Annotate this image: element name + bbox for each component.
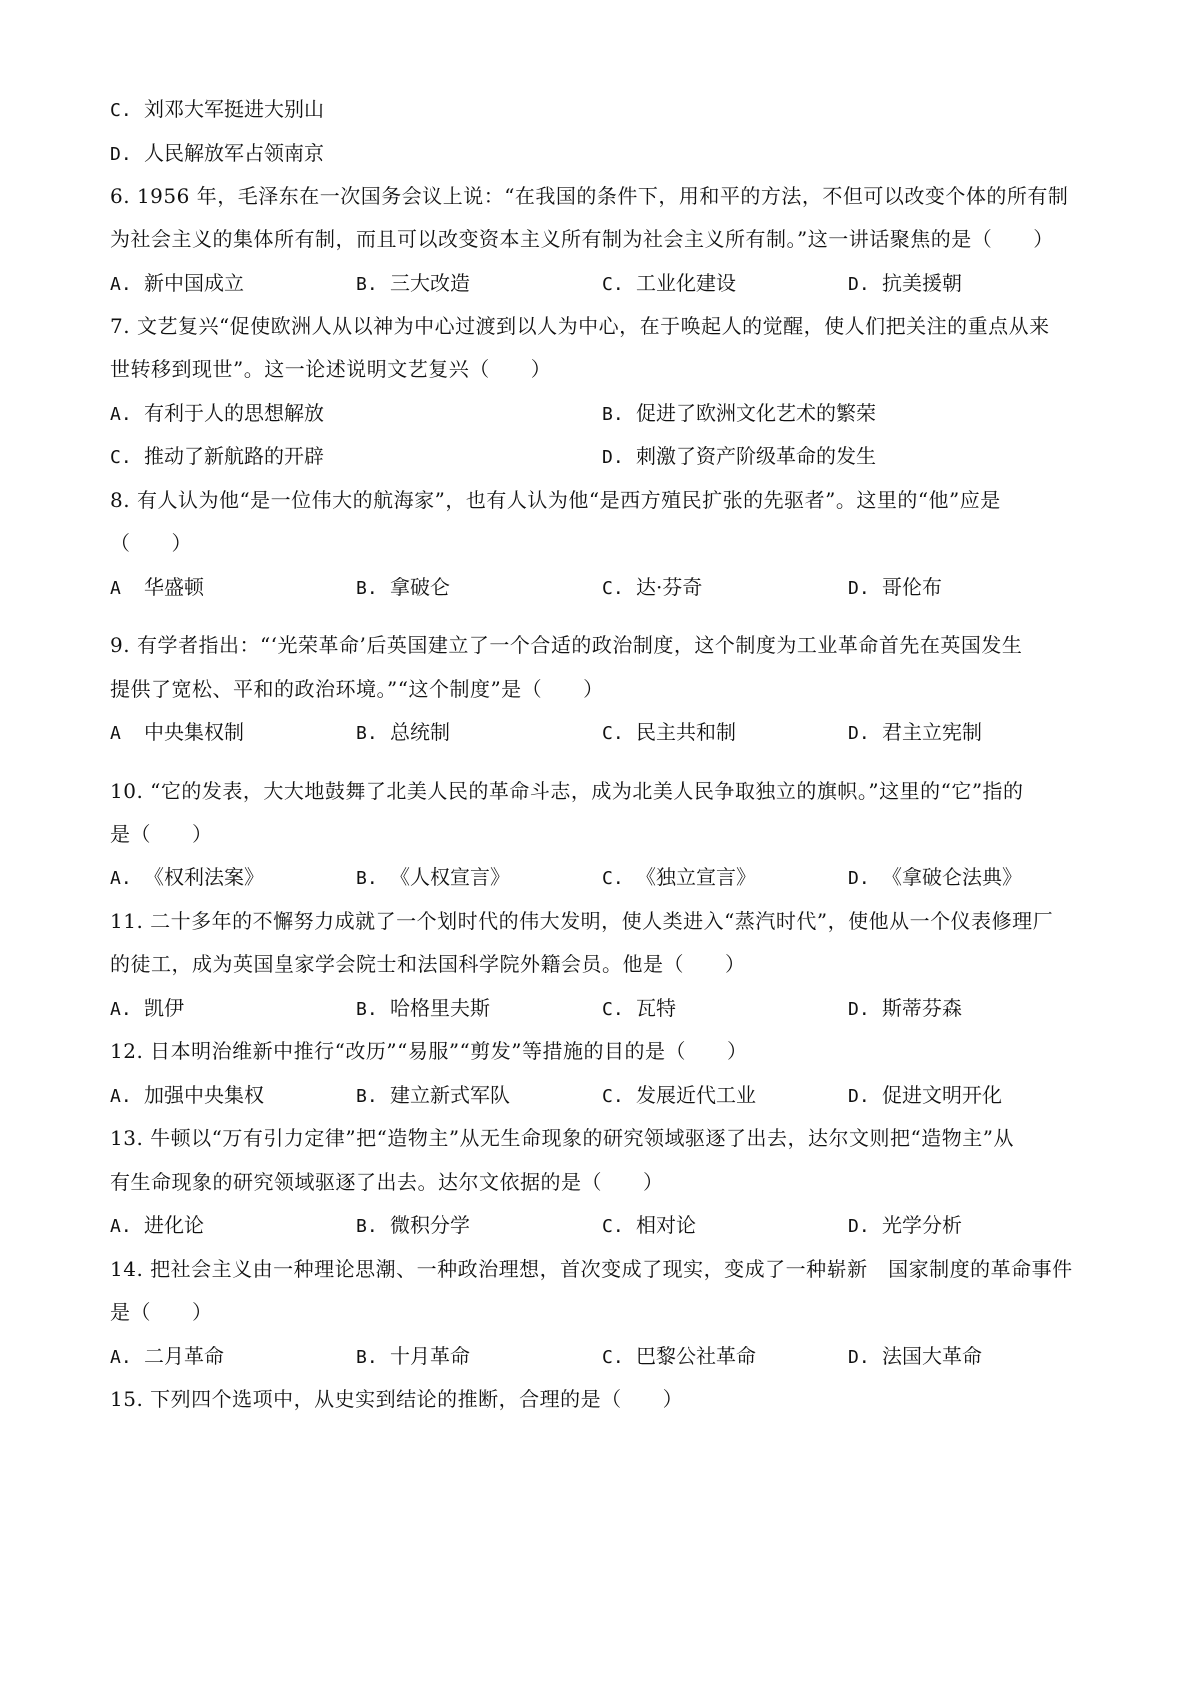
q6-option-d (848, 270, 962, 298)
q10-option-c (602, 864, 756, 892)
option-text: 促进文明开化 (882, 1083, 1002, 1107)
option-letter: B. (602, 404, 624, 425)
option-text: 加强中央集权 (144, 1083, 264, 1107)
option-letter: A. (110, 999, 132, 1020)
q12-option-b (356, 1082, 510, 1110)
option-text: 哈格里夫斯 (390, 996, 490, 1020)
q9-option-b (356, 719, 450, 747)
option-text: 十月革命 (390, 1344, 470, 1368)
q14-option-a (110, 1343, 224, 1371)
q13-option-d (848, 1212, 962, 1240)
option-text: 微积分学 (390, 1213, 470, 1237)
q8-option-b (356, 574, 450, 602)
option-text: 抗美援朝 (882, 271, 962, 295)
option-letter: D. (848, 1216, 870, 1237)
option-letter: B. (356, 1347, 378, 1368)
q8-option-d (848, 574, 942, 602)
option-text: 华盛顿 (144, 575, 204, 599)
option-text: 《权利法案》 (144, 865, 264, 889)
option-letter: C. (602, 1086, 624, 1107)
option-text: 拿破仑 (390, 575, 450, 599)
option-letter: A. (110, 868, 132, 889)
option-letter: D. (848, 723, 870, 744)
q9-option-c (602, 719, 736, 747)
q6-option-a (110, 270, 244, 298)
option-text: 《人权宣言》 (390, 865, 510, 889)
option-letter: B. (356, 1216, 378, 1237)
option-text: 斯蒂芬森 (882, 996, 962, 1020)
option-letter: C. (110, 100, 132, 121)
option-text: 推动了新航路的开辟 (144, 444, 324, 468)
q9-option-a (110, 719, 244, 747)
option-letter: A. (110, 274, 132, 295)
option-text: 二月革命 (144, 1344, 224, 1368)
q7-option-b (602, 400, 876, 428)
q8-option-a (110, 574, 204, 602)
option-letter: B. (356, 1086, 378, 1107)
q13-option-a (110, 1212, 204, 1240)
option-letter: B. (356, 868, 378, 889)
option-text: 《独立宣言》 (636, 865, 756, 889)
q7-option-c (110, 443, 324, 471)
q7-stem-line2: 世转移到现世”。这一论述说明文艺复兴（ ） (110, 357, 552, 381)
option-letter: B. (356, 274, 378, 295)
option-text: 君主立宪制 (882, 720, 982, 744)
option-letter: A. (110, 404, 132, 425)
option-letter: C. (602, 1347, 624, 1368)
option-text: 瓦特 (636, 996, 676, 1020)
q7-stem-line1: 7. 文艺复兴“促使欧洲人从以神为中心过渡到以人为中心，在于唤起人的觉醒，使人们把关注的重点从来 (110, 314, 1050, 338)
q6-option-c (602, 270, 736, 298)
option-letter: C. (602, 868, 624, 889)
q12-option-d (848, 1082, 1002, 1110)
q8-option-c (602, 574, 702, 602)
option-text: 总统制 (390, 720, 450, 744)
option-text: 凯伊 (144, 996, 184, 1020)
option-text: 《拿破仑法典》 (882, 865, 1022, 889)
q11-stem-line2: 的徒工，成为英国皇家学会院士和法国科学院外籍会员。他是（ ） (110, 952, 746, 976)
q14-option-c (602, 1343, 756, 1371)
option-text: 有利于人的思想解放 (144, 401, 324, 425)
option-letter: A. (110, 1347, 132, 1368)
option-letter: C. (602, 274, 624, 295)
q7-option-a (110, 400, 324, 428)
q15-stem-line1: 15. 下列四个选项中，从史实到结论的推断，合理的是（ ） (110, 1387, 684, 1411)
option-letter: C. (602, 578, 624, 599)
q9-stem-line1: 9. 有学者指出：“‘光荣革命’后英国建立了一个合适的政治制度，这个制度为工业革命首先在英国发生 (110, 633, 1023, 657)
option-letter: D. (848, 274, 870, 295)
option-letter: A (110, 723, 121, 744)
q6-stem-line1: 6. 1956 年，毛泽东在一次国务会议上说：“在我国的条件下，用和平的方法，不但可以改变个体的所有制 (110, 184, 1069, 208)
q13-stem-line2: 有生命现象的研究领域驱逐了出去。达尔文依据的是（ ） (110, 1170, 664, 1194)
option-letter: A. (110, 1086, 132, 1107)
option-letter: D. (848, 1347, 870, 1368)
option-text: 达·芬奇 (636, 575, 703, 599)
option-text: 中央集权制 (144, 720, 244, 744)
q11-option-d (848, 995, 962, 1023)
q9-stem-line2: 提供了宽松、平和的政治环境。”“这个制度”是（ ） (110, 677, 604, 701)
option-text: 新中国成立 (144, 271, 244, 295)
q11-option-b (356, 995, 490, 1023)
option-letter: D. (848, 999, 870, 1020)
q12-option-c (602, 1082, 756, 1110)
q10-stem-line2: 是（ ） (110, 822, 213, 846)
option-letter: B. (356, 723, 378, 744)
option-letter: D. (110, 144, 132, 165)
q5-option-d (110, 140, 324, 168)
option-letter: D. (848, 1086, 870, 1107)
q14-option-b (356, 1343, 470, 1371)
option-text: 民主共和制 (636, 720, 736, 744)
option-letter: C. (602, 723, 624, 744)
option-letter: B. (356, 578, 378, 599)
option-letter: A. (110, 1216, 132, 1237)
option-text: 建立新式军队 (390, 1083, 510, 1107)
q14-stem-line1: 14. 把社会主义由一种理论思潮、一种政治理想，首次变成了现实，变成了一种崭新 国家制度的革命事件 (110, 1257, 1073, 1281)
option-letter: C. (110, 447, 132, 468)
q10-option-d (848, 864, 1022, 892)
option-letter: B. (356, 999, 378, 1020)
q12-option-a (110, 1082, 264, 1110)
option-text: 巴黎公社革命 (636, 1344, 756, 1368)
q11-stem-line1: 11. 二十多年的不懈努力成就了一个划时代的伟大发明，使人类进入“蒸汽时代”，使他从一个仪表修理厂 (110, 909, 1054, 933)
option-letter: D. (848, 578, 870, 599)
q12-stem-line1: 12. 日本明治维新中推行“改历”“易服”“剪发”等措施的目的是（ ） (110, 1039, 748, 1063)
q6-option-b (356, 270, 470, 298)
option-text: 促进了欧洲文化艺术的繁荣 (636, 401, 876, 425)
option-text: 进化论 (144, 1213, 204, 1237)
option-text: 人民解放军占领南京 (144, 141, 324, 165)
option-letter: C. (602, 999, 624, 1020)
option-text: 相对论 (636, 1213, 696, 1237)
option-text: 三大改造 (390, 271, 470, 295)
option-text: 刘邓大军挺进大别山 (144, 97, 324, 121)
q9-option-d (848, 719, 982, 747)
q10-option-a (110, 864, 264, 892)
q13-option-c (602, 1212, 696, 1240)
q10-option-b (356, 864, 510, 892)
q13-stem-line1: 13. 牛顿以“万有引力定律”把“造物主”从无生命现象的研究领域驱逐了出去，达尔文则把“造物主”从 (110, 1126, 1015, 1150)
q11-option-c (602, 995, 676, 1023)
option-text: 刺激了资产阶级革命的发生 (636, 444, 876, 468)
option-letter: D. (602, 447, 624, 468)
q5-option-c (110, 96, 324, 124)
option-text: 哥伦布 (882, 575, 942, 599)
q10-stem-line1: 10. “它的发表，大大地鼓舞了北美人民的革命斗志，成为北美人民争取独立的旗帜。”这里的“它”指的 (110, 779, 1024, 803)
q6-stem-line2: 为社会主义的集体所有制，而且可以改变资本主义所有制为社会主义所有制。”这一讲话聚焦的是（ ） (110, 227, 1054, 251)
option-letter: A (110, 578, 121, 599)
option-letter: D. (848, 868, 870, 889)
q14-option-d (848, 1343, 982, 1371)
option-text: 光学分析 (882, 1213, 962, 1237)
q8-stem-line1: 8. 有人认为他“是一位伟大的航海家”，也有人认为他“是西方殖民扩张的先驱者”。这里的“他”应是 (110, 488, 1001, 512)
option-text: 法国大革命 (882, 1344, 982, 1368)
q14-stem-line2: 是（ ） (110, 1300, 213, 1324)
option-letter: C. (602, 1216, 624, 1237)
q13-option-b (356, 1212, 470, 1240)
q8-stem-line2: （ ） (110, 531, 192, 555)
option-text: 发展近代工业 (636, 1083, 756, 1107)
q11-option-a (110, 995, 184, 1023)
q7-option-d (602, 443, 876, 471)
option-text: 工业化建设 (636, 271, 736, 295)
